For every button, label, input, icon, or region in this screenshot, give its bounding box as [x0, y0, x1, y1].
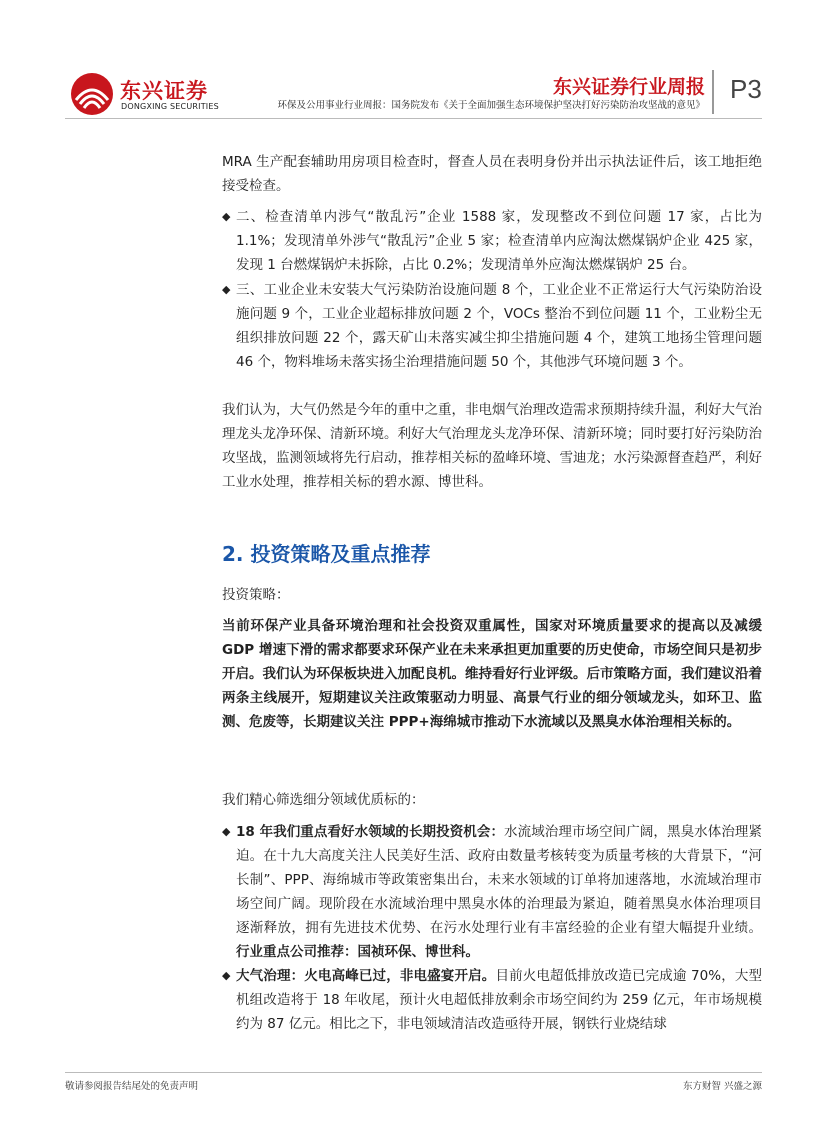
view-paragraph: 我们认为，大气仍然是今年的重中之重，非电烟气治理改造需求预期持续升温，利好大气治理龙头龙净环保、清新环境。利好大气治理龙头龙净环保、清新环境；同时要打好污染防治攻坚战，监测领域将先行启动，推荐相关标的盈峰环境、雪迪龙；水污染源督查趋严，利好工业水处理，推荐相关标的碧水源、博世科。 [222, 402, 762, 490]
logo-chinese-name: 东兴证券 [120, 79, 208, 103]
report-subtitle: 环保及公用事业行业周报：国务院发布《关于全面加强生态环境保护坚决打好污染防治攻坚战的意见》 [277, 100, 705, 111]
header-rule [65, 118, 762, 119]
selection-intro: 我们精心筛选细分领域优质标的： [222, 792, 425, 808]
diamond-bullet-icon: ◆ [222, 969, 231, 982]
intro-paragraph: MRA 生产配套辅助用房项目检查时，督查人员在表明身份并出示执法证件后，该工地拒绝接受检查。 [222, 154, 762, 194]
diamond-bullet-icon: ◆ [222, 283, 231, 296]
diamond-bullet-icon: ◆ [222, 210, 231, 223]
strategy-paragraph: 当前环保产业具备环境治理和社会投资双重属性，国家对环境质量要求的提高以及减缓 GDP 增速下滑的需求都要求环保产业在未来承担更加重要的历史使命，市场空间只是初步开启。我们认为环保板块进入加配良机。维持看好行业评级。后市策略方面，我们建议沿着两条主线展开，短期建议关注政策驱动力明显、高景气行业的细分领域龙头，如环卫、监测、危废等，长期建议关注 PPP+海绵城市推动下水流域以及黑臭水体治理相关标的。 [222, 618, 762, 730]
bullet-text: 三、工业企业未安装大气污染防治设施问题 8 个，工业企业不正常运行大气污染防治设施问题 9 个，工业企业超标排放问题 2 个，VOCs 整治不到位问题 11 个，工业粉尘无组织排放问题 22 个，露天矿山未落实减尘抑尘措施问题 4 个，建筑工地扬尘管理问题 46 个，物料堆场未落实扬尘治理措施问题 50 个，其他涉气环境问题 3 个。 [236, 282, 762, 370]
bullet-item-water [222, 820, 762, 964]
bullet-recommendation: 行业重点公司推荐：国祯环保、博世科。 [236, 944, 479, 960]
footer-slogan: 东方财智 兴盛之源 [682, 1081, 762, 1092]
dongxing-logo-icon [70, 72, 114, 116]
bullet-text: 二、检查清单内涉气“散乱污”企业 1588 家，发现整改不到位问题 17 家，占比为 1.1%；发现清单外涉气“散乱污”企业 5 家；检查清单内应淘汰燃煤锅炉企业 425 家，发现 1 台燃煤锅炉未拆除，占比 0.2%；发现清单外应淘汰燃煤锅炉 25 台。 [236, 209, 762, 273]
page-number: P3 [730, 74, 762, 104]
bullet-lead: 大气治理：火电高峰已过，非电盛宴开启。 [236, 968, 496, 984]
bullet-lead: 18 年我们重点看好水领域的长期投资机会： [236, 824, 505, 840]
bullet-item [222, 278, 762, 374]
bullet-item [222, 205, 762, 277]
footer-disclaimer: 敬请参阅报告结尾处的免责声明 [65, 1081, 199, 1092]
strategy-label: 投资策略： [222, 587, 290, 603]
logo-english-name: DONGXING SECURITIES [121, 102, 219, 111]
bullet-item-air [222, 964, 762, 1036]
diamond-bullet-icon: ◆ [222, 825, 231, 838]
bullet-text: 水流域治理市场空间广阔，黑臭水体治理紧迫。在十九大高度关注人民美好生活、政府由数量考核转变为质量考核的大背景下，“河长制”、PPP、海绵城市等政策密集出台，未来水领域的订单将加速落地，水流域治理市场空间广阔。现阶段在水流域治理中黑臭水体的治理最为紧迫，随着黑臭水体治理项目逐渐释放，拥有先进技术优势、在污水处理行业有丰富经验的企业有望大幅提升业绩。 [236, 824, 762, 936]
bullet-text: 目前火电超低排放改造已完成逾 70%，大型机组改造将于 18 年收尾，预计火电超低排放剩余市场空间约为 259 亿元，年市场规模约为 87 亿元。相比之下，非电领域清洁改造亟待开展，钢铁行业烧结球 [236, 968, 763, 1032]
footer-rule [65, 1072, 762, 1073]
section-heading: 2. 投资策略及重点推荐 [222, 542, 431, 566]
report-title: 东兴证券行业周报 [552, 76, 705, 98]
company-logo [70, 72, 230, 116]
header-separator [712, 70, 714, 114]
